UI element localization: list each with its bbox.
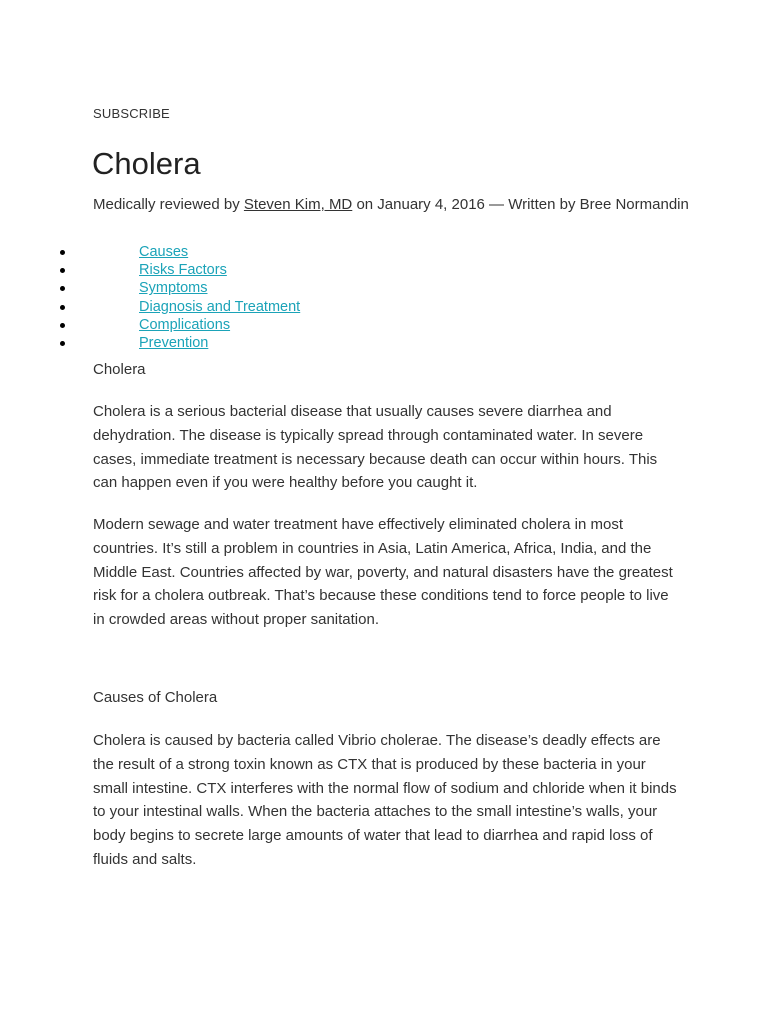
byline-suffix: on January 4, 2016 — Written by Bree Normandin: [352, 196, 689, 213]
toc-link-diagnosis[interactable]: Diagnosis and Treatment: [139, 298, 301, 315]
reviewer-link[interactable]: Steven Kim, MD: [243, 196, 353, 213]
bullet-icon: [60, 323, 65, 328]
causes-paragraph: Cholera is caused by bacteria called Vibrio cholerae. The disease’s deadly effects are the result of a strong toxin known as CTX that is produced by these bacteria in your small intestine. CTX interferes with the normal flow of sodium and chloride when it binds to your intestinal walls. When the bacteria attaches to the small intestine’s walls, your body begins to secrete large amounts of water that lead to diarrhea and rapid loss of fluids and salts.: [93, 732, 677, 868]
intro-paragraph-2: Modern sewage and water treatment have effectively eliminated cholera in most countries. It’s still a problem in countries in Asia, Latin America, Africa, India, and the Middle East. Countries affected by war, poverty, and natural disasters have the greatest risk for a cholera outbreak. That’s because these conditions tend to force people to live in crowded areas without proper sanitation.: [93, 516, 673, 629]
toc-link-prevention[interactable]: Prevention: [139, 334, 209, 351]
causes-heading: Causes of Cholera: [93, 689, 218, 706]
page-title: Cholera: [92, 146, 201, 181]
bullet-icon: [60, 341, 65, 346]
intro-paragraph-1: Cholera is a serious bacterial disease that usually causes severe diarrhea and dehydration. The disease is typically spread through contaminated water. In severe cases, immediate treatment is necessary because death can occur within hours. This can happen even if you were healthy before you caught it.: [93, 403, 658, 492]
intro-heading: Cholera: [93, 361, 146, 378]
toc-link-risk-factors[interactable]: Risks Factors: [139, 262, 227, 279]
byline: [93, 196, 693, 214]
toc-link-causes[interactable]: Causes: [139, 244, 189, 260]
bullet-icon: [60, 250, 65, 255]
toc-link-complications[interactable]: Complications: [139, 316, 231, 333]
bullet-icon: [60, 305, 65, 310]
subscribe-link[interactable]: SUBSCRIBE: [93, 106, 170, 121]
toc-link-symptoms[interactable]: Symptoms: [139, 280, 208, 297]
bullet-icon: [60, 286, 65, 291]
byline-prefix: Medically reviewed by: [93, 196, 244, 213]
bullet-icon: [60, 268, 65, 273]
